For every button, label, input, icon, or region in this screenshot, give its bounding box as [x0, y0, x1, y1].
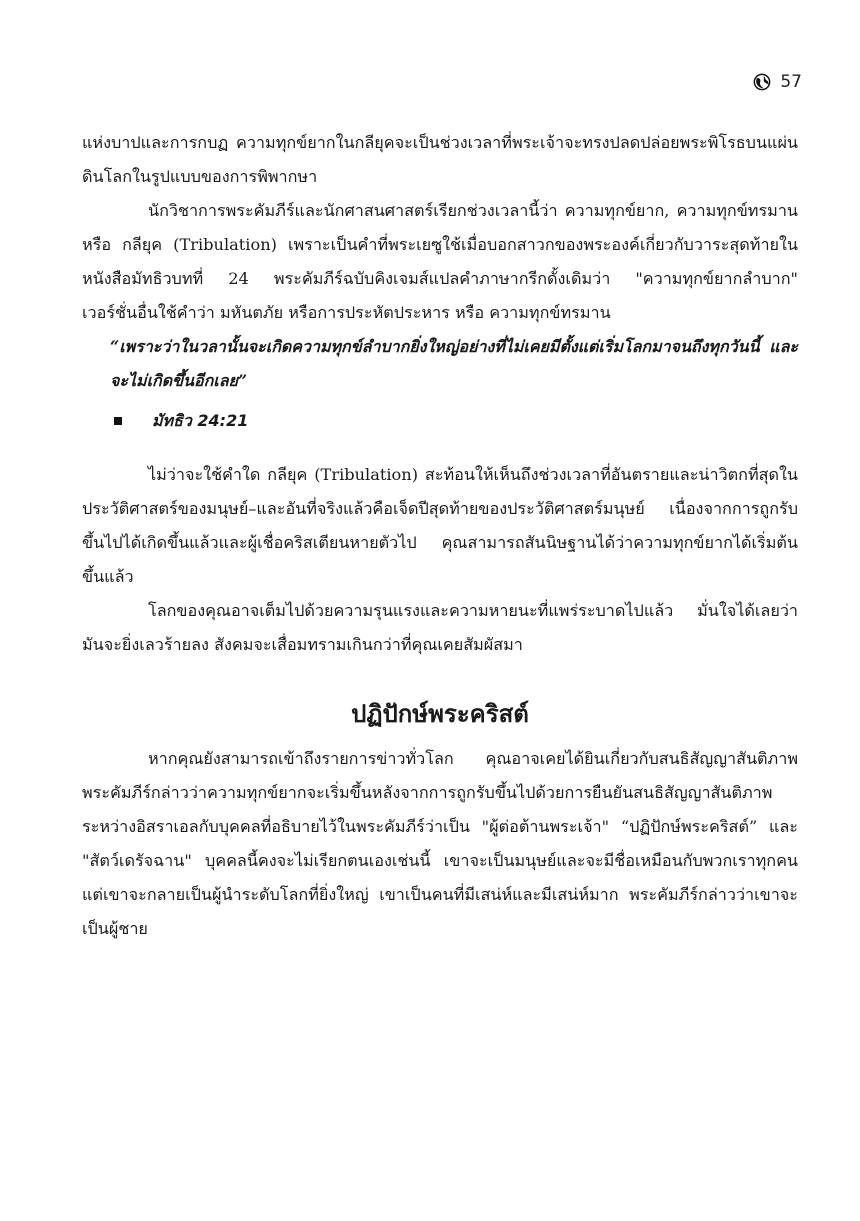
page-number: 57 [780, 72, 802, 92]
paragraph-continuation: แห่งบาปและการกบฏ ความทุกข์ยากในกลียุคจะเป็นช่วงเวลาที่พระเจ้าจะทรงปลดปล่อยพระพิโรธบนแผ่นดินโลกในรูปแบบของการพิพากษา [82, 133, 798, 186]
section-title: ปฏิปักษ์พระคริสต์ [351, 700, 529, 728]
paragraph-tribulation-meaning: ไม่ว่าจะใช้คำใด กลียุค (Tribulation) สะท้อนให้เห็นถึงช่วงเวลาที่อันตรายและน่าวิตกที่สุดในประวัติศาสตร์ของมนุษย์–และอันที่จริงแล้วคือเจ็ดปีสุดท้ายของประวัติศาสตร์มนุษย์ เนื่องจากการถูกรับขึ้นไปได้เกิดขึ้นแล้วและผู้เชื่อคริสเตียนหายตัวไป คุณสามารถสันนิษฐานได้ว่าความทุกข์ยากได้เริ่มต้นขึ้นแล้ว [82, 465, 798, 586]
page-header [753, 72, 802, 92]
scripture-quote: “เพราะว่าในวลานั้นจะเกิดความทุกข์ลำบากยิ่งใหญ่อย่างที่ไม่เคยมีตั้งแต่เริ่มโลกมาจนถึงทุกวันนี้ และจะไม่เกิดขึ้นอีกเลย” [110, 337, 798, 390]
page-content [82, 126, 798, 946]
paragraph-world-violence: โลกของคุณอาจเต็มไปด้วยความรุนแรงและความหายนะที่แพร่ระบาดไปแล้ว มั่นใจได้เลยว่า มันจะยิ่งเลวร้ายลง สังคมจะเสื่อมทรามเกินกว่าที่คุณเคยสัมผัสมา [82, 601, 798, 654]
paragraph-antichrist: หากคุณยังสามารถเข้าถึงรายการข่าวทั่วโลก คุณอาจเคยได้ยินเกี่ยวกับสนธิสัญญาสันติภาพ พระคัมภีร์กล่าวว่าความทุกข์ยากจะเริ่มขึ้นหลังจากการถูกรับขึ้นไปด้วยการยืนยันสนธิสัญญาสันติภาพระหว่างอิสราเอลกับบุคคลที่อธิบายไว้ในพระคัมภีร์ว่าเป็น "ผู้ต่อต้านพระเจ้า" “ปฏิปักษ์พระคริสต์” และ "สัตว์เดรัจฉาน" บุคคลนี้คงจะไม่เรียกตนเองเช่นนี้ เขาจะเป็นมนุษย์และจะมีชื่อเหมือนกับพวกเราทุกคน แต่เขาจะกลายเป็นผู้นำระดับโลกที่ยิ่งใหญ่ เขาเป็นคนที่มีเสน่ห์และมีเสน่ห์มาก พระคัมภีร์กล่าวว่าเขาจะเป็นผู้ชาย [82, 749, 798, 938]
paragraph-tribulation-terms: นักวิชาการพระคัมภีร์และนักศาสนศาสตร์เรียกช่วงเวลานี้ว่า ความทุกข์ยาก, ความทุกข์ทรมาน หรือ กลียุค (Tribulation) เพราะเป็นคำที่พระเยซูใช้เมื่อบอกสาวกของพระองค์เกี่ยวกับวาระสุดท้ายในหนังสือมัทธิวบทที่ 24 พระคัมภีร์ฉบับคิงเจมส์แปลคำภาษากรีกดั้งเดิมว่า "ความทุกข์ยากลำบาก" เวอร์ชั่นอื่นใช้คำว่า มหันตภัย หรือการประหัตประหาร หรือ ความทุกข์ทรมาน [82, 201, 798, 322]
scripture-reference [114, 404, 798, 438]
reference-text: มัทธิว 24:21 [152, 410, 249, 430]
bullet-square-icon [114, 417, 122, 425]
globe-icon [753, 73, 771, 91]
